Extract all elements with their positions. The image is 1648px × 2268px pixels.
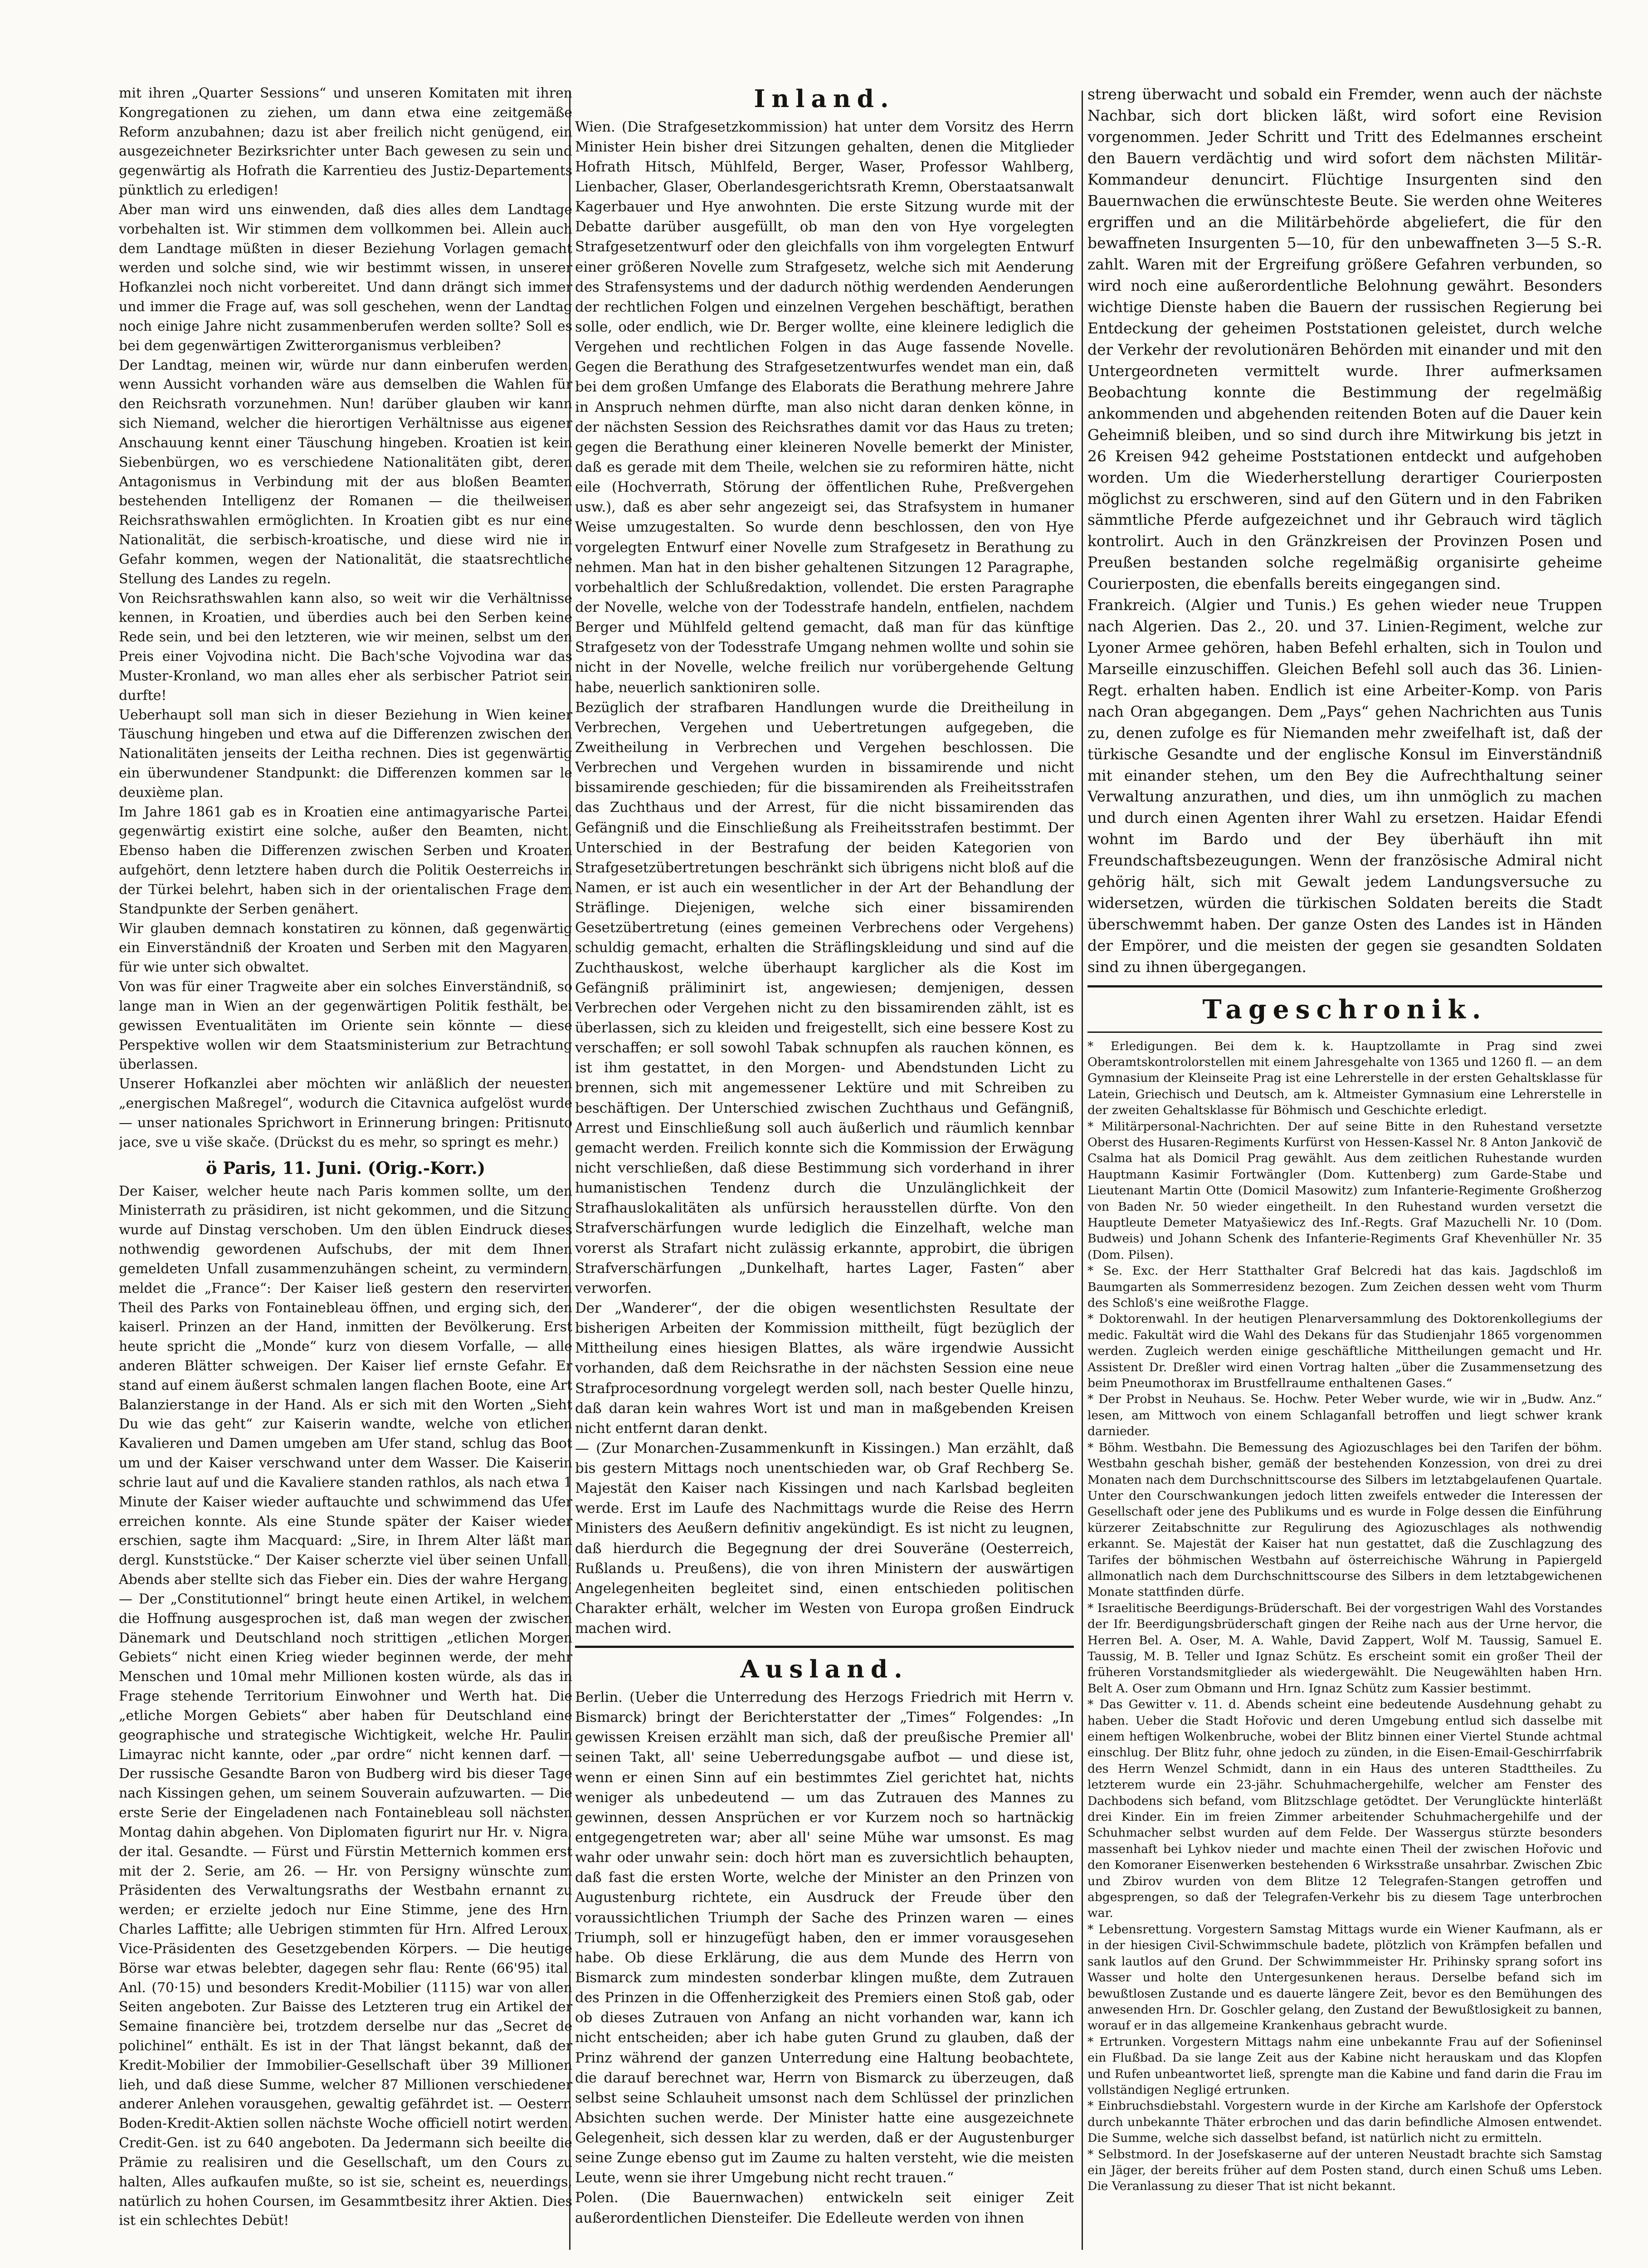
article-paragraph: streng überwacht und sobald ein Fremder, wenn auch der nächste Nachbar, sich dort blicken läßt, wird sofort eine Revision vorgenommen. Jeder Schritt und Tritt des Edelmannes erscheint den Bauern verdächtig und wird sofort dem nächsten Militär-Kommandeur denuncirt. Flüchtige Insurgenten sind den Bauernwachen die erwünschteste Beute. Sie werden ohne Weiteres ergriffen und an die Militärbehörde abgeliefert, die für den bewaffneten Insurgenten 5—10, für den unbewaffneten 3—5 S.-R. zahlt. Waren mit der Ergreifung größere Gefahren verbunden, so wird noch eine außerordentliche Belohnung gewährt. Besonders wichtige Dienste haben die Bauern der russischen Regierung bei Entdeckung der geheimen Poststationen geleistet, durch welche der Verkehr der revolutionären Behörden mit einander und mit den Untergeordneten vermittelt wurde. Ihrer aufmerksamen Beobachtung konnte die Bestimmung der regelmäßig ankommenden und abgehenden reitenden Boten auf die Dauer kein Geheimniß bleiben, und so sind durch ihre Mitwirkung bis jetzt in 26 Kreisen 942 geheime Poststationen entdeckt und aufgehoben worden. Um die Wiederherstellung derartiger Courierposten möglichst zu erschweren, sind auf den Gütern und in den Fabriken sämmtliche Pferde aufgezeichnet und ihr Gebrauch wird täglich kontrolirt. Auch in den Gränzkreisen der Provinzen Posen und Preußen bestanden solche regelmäßig organisirte geheime Courierposten, die ebenfalls bereits eingegangen sind.: [1087, 86, 1602, 593]
article-paragraph: Berlin. (Ueber die Unterredung des Herzogs Friedrich mit Herrn v. Bismarck) bringt der Berichterstatter der „Times“ Folgendes: „In gewissen Kreisen erzählt man sich, daß der preußische Premier all' seinen Takt, all' seine Ueberredungsgabe aufbot — und diese ist, wenn er einen Sinn auf ein bestimmtes Ziel gerichtet hat, nichts weniger als unbedeutend — um das Zutrauen des Mannes zu gewinnen, dessen Ansprüchen er vor Kurzem noch so hartnäckig entgegengetreten war; aber all' seine Mühe war umsonst. Es mag wahr oder unwahr sein: doch hört man es zuversichtlich behaupten, daß fast die ersten Worte, welche der Minister an den Prinzen von Augustenburg richtete, ein Ausdruck der Freude über den voraussichtlichen Triumph der Sache des Prinzen waren — eines Triumph, soll er hinzugefügt haben, den er immer vorausgesehen habe. Ob diese Erklärung, die aus dem Munde des Herrn von Bismarck zum mindesten sonderbar klingen mußte, dem Zutrauen des Prinzen in die Offenherzigkeit des Premiers einen Stoß gab, oder ob dieses Zutrauen von Anfang an nicht vorhanden war, kann ich nicht entscheiden; aber ich habe guten Grund zu glauben, daß der Prinz während der ganzen Unterredung eine Haltung beobachtete, die darauf berechnet war, Herrn von Bismarck zu überzeugen, daß selbst seine Schlauheit umsonst nach dem Schlüssel der prinzlichen Absichten suchen werde. Der Minister hatte eine ausgezeichnete Gelegenheit, sich dessen klar zu werden, daß er der Augustenburger seine Zunge ebenso gut im Zaume zu halten versteht, wie die meisten Leute, wenn sie ihrer Umgebung nicht recht trauen.“: [575, 1689, 1074, 2186]
news-item: * Lebensrettung. Vorgestern Samstag Mittags wurde ein Wiener Kaufmann, als er in der hiesigen Civil-Schwimmschule badete, plötzlich von Krämpfen befallen und sank lautlos auf den Grund. Der Schwimmmeister Hr. Prihinsky sprang sofort ins Wasser und holte den Untergesunkenen heraus. Derselbe befand sich im bewußtlosen Zustande und es dauerte längere Zeit, bevor es den Bemühungen des anwesenden Hrn. Dr. Goschler gelang, den Zustand der Bewußtlosigkeit zu bannen, worauf er in das allgemeine Krankenhaus gebracht wurde.: [1087, 1922, 1602, 2033]
news-item: * Der Probst in Neuhaus. Se. Hochw. Peter Weber wurde, wie wir in „Budw. Anz.“ lesen, am Mittwoch von einem Schlaganfall betroffen und liegt schwer krank darnieder.: [1087, 1392, 1602, 1439]
middle-column: [575, 84, 1074, 2257]
paris-dateline: ö Paris, 11. Juni. (Orig.-Korr.): [205, 1158, 486, 1178]
article-paragraph: Unserer Hofkanzlei aber möchten wir anläßlich der neuesten „energischen Maßregel“, wodurch die Citavnica aufgelöst wurde — unser nationales Sprichwort in Erinnerung bringen: Pritisnuto jace, sve u više skače. (Drückst du es mehr, so springt es mehr.): [119, 1076, 572, 1150]
article-paragraph: Frankreich. (Algier und Tunis.) Es gehen wieder neue Truppen nach Algerien. Das 2., 20. und 37. Linien-Regiment, welche zur Lyoner Armee gehören, haben Befehl erhalten, sich in Toulon und Marseille einzuschiffen. Gleichen Befehl soll auch das 36. Linien-Regt. erhalten haben. Endlich ist eine Arbeiter-Komp. von Paris nach Oran abgegangen. Dem „Pays“ gehen Nachrichten aus Tunis zu, denen zufolge es für Niemanden mehr zweifelhaft ist, daß der türkische Gesandte und der englische Konsul im Einverständniß mit einander stehen, um den Bey die Aufrechthaltung seiner Verwaltung anzurathen, und dies, um ihn unmöglich zu machen und durch einen Agenten ihrer Wahl zu ersetzen. Haidar Efendi wohnt im Bardo und der Bey überhäuft ihn mit Freundschaftsbezeugungen. Wenn der französische Admiral nicht gehörig hält, sich mit Gewalt jedem Landungsversuche zu widersetzen, würden die türkischen Soldaten bereits die Stadt überschwemmt haben. Der ganze Osten des Landes ist in Händen der Empörer, und die meisten der gegen sie gesandten Soldaten sind zu ihnen übergegangen.: [1087, 596, 1602, 976]
news-item: * Erledigungen. Bei dem k. k. Hauptzollamte in Prag sind zwei Oberamtskontrolorstellen mit einem Jahresgehalte von 1365 und 1260 fl. — an dem Gymnasium der Kleinseite Prag ist eine Lehrerstelle in der ersten Gehaltsklasse für Latein, Griechisch und Deutsch, am k. Altmeister Gymnasium eine Lehrerstelle in der zweiten Gehaltsklasse für Böhmisch und Geschichte erledigt.: [1087, 1039, 1602, 1118]
article-paragraph: Im Jahre 1861 gab es in Kroatien eine antimagyarische Partei, gegenwärtig existirt eine solche, außer den Beamten, nicht. Ebenso haben die Differenzen zwischen Serben und Kroaten aufgehört, denn letztere haben durch die Politik Oesterreichs in der Türkei belehrt, haben sich in der orientalischen Frage dem Standpunkte der Serben genähert.: [119, 804, 572, 917]
article-paragraph: Der „Wanderer“, der die obigen wesentlichsten Resultate der bisherigen Arbeiten der Kommission mittheilt, fügt bezüglich der Mittheilung eines hiesigen Blattes, als wäre irgendwie Aussicht vorhanden, daß dem Reichsrathe in der nächsten Session eine neue Strafprocesordnung vorgelegt werden soll, nach bester Quelle hinzu, daß daran kein wahres Wort ist und man in maßgebenden Kreisen nicht entfernt daran denkt.: [575, 1300, 1074, 1437]
article-paragraph: — (Zur Monarchen-Zusammenkunft in Kissingen.) Man erzählt, daß bis gestern Mittags noch unentschieden war, ob Graf Rechberg Se. Majestät den Kaiser nach Kissingen und nach Karlsbad begleiten werde. Erst im Laufe des Nachmittags wurde die Reise des Herrn Ministers des Aeußern definitiv angekündigt. Es ist nicht zu leugnen, daß hierdurch die Begegnung der drei Souveräne (Oesterreich, Rußlands u. Preußens), die von ihren Ministern der auswärtigen Angelegenheiten begleitet sind, einen entschieden politischen Charakter erhält, welcher im Westen von Europa großen Eindruck machen wird.: [575, 1440, 1074, 1637]
right-column: [1087, 84, 1602, 2257]
article-paragraph: Wir glauben demnach konstatiren zu können, daß gegenwärtig ein Einverständniß der Kroaten und Serben mit den Magyaren, für wie unter sich obwaltet.: [119, 920, 572, 976]
news-item: * Böhm. Westbahn. Die Bemessung des Agiozuschlages bei den Tarifen der böhm. Westbahn geschah bisher, gemäß der bestehenden Konzession, von drei zu drei Monaten nach dem Durchschnittscourse des Silbers im letztabgelaufenen Quartale. Unter den Courschwankungen jedoch litten zweifels entweder die Interessen der Gesellschaft oder jene des Publikums und es wurde in Folge dessen die Einführung kürzerer Zeitabschnitte zur Regulirung des Agiozuschlages als nothwendig erkannt. Se. Majestät der Kaiser hat nun gestattet, daß die Zuschlagzung des Tarifes der böhmischen Westbahn auf österreichische Währung in Papiergeld allmonatlich nach dem Durchschnittscourse des Silbers in dem letztabgewichenen Monate stattfinden dürfe.: [1087, 1440, 1602, 1599]
article-paragraph: Der Kaiser, welcher heute nach Paris kommen sollte, um den Ministerrath zu präsidiren, ist nicht gekommen, und die Sitzung wurde auf Dinstag verschoben. Um den üblen Eindruck dieses nothwendig gewordenen Aufschubs, der mit dem Ihnen gemeldeten Unfall zusammenzuhängen scheint, zu vermindern, meldet die „France“: Der Kaiser ließ gestern den reservirten Theil des Parks von Fontainebleau öffnen, und erging sich, den kaiserl. Prinzen an der Hand, inmitten der Bevölkerung. Erst heute spricht die „Monde“ kurz von diesem Vorfalle, — alle anderen Blätter schweigen. Der Kaiser lief ernste Gefahr. Er stand auf einem äußerst schmalen langen flachen Boote, eine Art Balanzierstange in der Hand. Als er sich mit den Worten „Sieht Du wie das geht“ zur Kaiserin wandte, welche von etlichen Kavalieren und Damen umgeben am Ufer stand, schlug das Boot um und der Kaiser verschwand unter dem Wasser. Die Kaiserin schrie laut auf und die Kavaliere standen rathlos, als nach etwa 1 Minute der Kaiser wieder auftauchte und schwimmend das Ufer erreichen konnte. Als eine Stunde später der Kaiser wieder erschien, sagte ihm Macquard: „Sire, in Ihrem Alter läßt man dergl. Kunststücke.“ Der Kaiser scherzte viel über seinen Unfall; Abends aber stellte sich das Fieber ein. Dies der wahre Hergang. — Der „Constitutionnel“ bringt heute einen Artikel, in welchem die Hoffnung ausgesprochen ist, daß man wegen der zwischen Dänemark und Deutschland noch strittigen „etlichen Morgen Gebiets“ nicht einen Krieg wieder beginnen werde, der mehr Menschen und 10mal mehr Millionen kosten würde, als das in Frage stehende Territorium Einwohner und Werth hat. Die „etliche Morgen Gebiets“ aber haben für Deutschland eine geographische und strategische Wichtigkeit, welche Hr. Paulin Limayrac nicht kannte, oder „par ordre“ nicht kennen darf. — Der russische Gesandte Baron von Budberg wird bis dieser Tage nach Kissingen gehen, um seinem Souverain aufzuwarten. — Die erste Serie der Eingeladenen nach Fontainebleau soll nächsten Montag dahin abgehen. Von Diplomaten figurirt nur Hr. v. Nigra, der ital. Gesandte. — Fürst und Fürstin Metternich kommen erst mit der 2. Serie, am 26. — Hr. von Persigny wünschte zum Präsidenten des Verwaltungsraths der Westbahn ernannt zu werden; er erzielte jedoch nur Eine Stimme, jene des Hrn. Charles Laffitte; alle Uebrigen stimmten für Hrn. Alfred Leroux, Vice-Präsidenten des Gesetzgebenden Körpers. — Die heutige Börse war etwas belebter, dagegen sehr flau: Rente (66'95) ital. Anl. (70·15) und besonders Kredit-Mobilier (1115) war von allen Seiten angeboten. Zur Baisse des Letzteren trug ein Artikel der Semaine financière bei, trotzdem derselbe nur das „Secret de polichinel“ enthält. Es ist in der That längst bekannt, daß der Kredit-Mobilier der Immobilier-Gesellschaft über 39 Millionen lieh, und daß diese Summe, welcher 87 Millionen verschiedener anderer Anlehen vorausgehen, gewaltig gefährdet ist. — Oesterr. Boden-Kredit-Aktien sollen nächste Woche officiell notirt werden. Credit-Gen. ist zu 640 angeboten. Da Jedermann sich beeilte die Prämie zu realisiren und die Gesellschaft, um den Cours zu halten, Alles aufkaufen mußte, so ist sie, scheint es, neuerdings, natürlich zu hohen Coursen, im Gesammtbesitz ihrer Aktien. Dies ist ein schlechtes Debüt!: [119, 1183, 572, 2229]
news-item: * Doktorenwahl. In der heutigen Plenarversammlung des Doktorenkollegiums der medic. Fakultät wird die Wahl des Dekans für das Studienjahr 1865 vorgenommen werden. Zugleich werden einige geschäftliche Mittheilungen gemacht und Hr. Assistent Dr. Dreßler wird einen Vortrag halten „über die Zusammensetzung des beim Pneumothorax im Brustfellraume enthaltenen Gases.“: [1087, 1312, 1602, 1391]
news-item: * Militärpersonal-Nachrichten. Der auf seine Bitte in den Ruhestand versetzte Oberst des Husaren-Regiments Kurfürst von Hessen-Kassel Nr. 8 Anton Jankovič de Csalma hat als Domicil Prag gewählt. Aus dem zeitlichen Ruhestande wurden Hauptmann Kasimir Fortwängler (Dom. Kuttenberg) zum Garde-Stabe und Lieutenant Martin Otte (Domicil Masowitz) zum Infanterie-Regimente Großherzog von Baden Nr. 50 wieder eingetheilt. In den Ruhestand wurden versetzt die Hauptleute Demeter Matyašiewicz des Inf.-Regts. Graf Mazuchelli Nr. 10 (Dom. Budweis) und Johann Schenk des Infanterie-Regiments Graf Khevenhüller Nr. 35 (Dom. Pilsen).: [1087, 1119, 1602, 1262]
section-rule: [575, 1646, 1074, 1648]
article-paragraph: Bezüglich der strafbaren Handlungen wurde die Dreitheilung in Verbrechen, Vergehen und Uebertretungen aufgegeben, die Zweitheilung in Verbrechen und Vergehen beschlossen. Die Verbrechen und Vergehen wurden in bissamirende und nicht bissamirende geschieden; für die bissamirenden als Freiheitsstrafen das Zuchthaus und der Arrest, für die nicht bissamirenden das Gefängniß und die Einschließung als Freiheitsstrafen bestimmt. Der Unterschied in der Bestrafung der beiden Kategorien von Strafgesetzübertretungen beschränkt sich übrigens nicht bloß auf die Namen, er ist auch ein wesentlicher in der Art der Behandlung der Sträflinge. Diejenigen, welche sich einer bissamirenden Gesetzübertretung (eines gemeinen Verbrechens oder Vergehens) schuldig gemacht, erhalten die Sträflingskleidung und sind auf die Zuchthauskost, welche überhaupt karglicher als die Kost im Gefängniß präliminirt ist, angewiesen; demjenigen, dessen Verbrechen oder Vergehen nicht zu den bissamirenden zählt, ist es überlassen, sich zu kleiden und freigestellt, sich eine bessere Kost zu verschaffen; er soll sowohl Tabak schnupfen als rauchen können, es ist ihm gestattet, in den Morgen- und Abendstunden Licht zu brennen, sich mit angemessener Lektüre und mit Schreiben zu beschäftigen. Der Unterschied zwischen Zuchthaus und Gefängniß, Arrest und Einschließung soll auch äußerlich und räumlich kennbar gemacht werden. Freilich konnte sich die Kommission der Erwägung nicht verschließen, daß diese Bestimmung sich vorderhand in ihrer humanistischen Tendenz durch die Unzulänglichkeit der Strafhauslokalitäten als unfürsich herausstellen dürfte. Von den Strafverschärfungen wurde lediglich die Einzelhaft, welche man vorerst als Strafart nicht zulässig erkannte, approbirt, die übrigen Strafverschärfungen „Dunkelhaft, hartes Lager, Fasten“ aber verworfen.: [575, 699, 1074, 1296]
article-paragraph: Von Reichsrathswahlen kann also, so weit wir die Verhältnisse kennen, in Kroatien, und überdies auch bei den Serben keine Rede sein, und bei den letzteren, wie wir meinen, selbst um den Preis einer Vojvodina nicht. Die Bach'sche Vojvodina war das Muster-Kronland, wo man alles eher als serbischer Patriot sein durfte!: [119, 590, 572, 704]
news-item: * Israelitische Beerdigungs-Brüderschaft. Bei der vorgestrigen Wahl des Vorstandes der Ifr. Beerdigungsbrüderschaft gingen der Reihe nach aus der Urne hervor, die Herren Bel. A. Oser, M. A. Wahle, David Zappert, Wolf M. Taussig, Samuel E. Taussig, M. B. Teller und Ignaz Schütz. Es erscheint somit ein großer Theil der früheren Vorstandsmitglieder als wiedergewählt. Die Neugewählten haben Hrn. Belt A. Oser zum Obmann und Hrn. Ignaz Schütz zum Kassier bestimmt.: [1087, 1601, 1602, 1696]
section-heading-ausland: Ausland.: [740, 1655, 909, 1684]
section-heading-tageschronik: Tageschronik.: [1202, 994, 1487, 1025]
article-paragraph: Von was für einer Tragweite aber ein solches Einverständniß, so lange man in Wien an der gegenwärtigen Politik festhält, bei gewissen Eventualitäten im Oriente sein könnte — diese Perspektive wollen wir dem Staatsministerium zur Betrachtung überlassen.: [119, 979, 572, 1073]
article-paragraph: Wien. (Die Strafgesetzkommission) hat unter dem Vorsitz des Herrn Minister Hein bisher drei Sitzungen gehalten, denen die Mitglieder Hofrath Hitsch, Mühlfeld, Berger, Waser, Professor Wahlberg, Lienbacher, Glaser, Oberlandesgerichtsrath Kremn, Oberstaatsanwalt Kagerbauer und Hye anwohnten. Die erste Sitzung wurde mit der Debatte darüber ausgefüllt, ob man den von Hye vorgelegten Strafgesetzentwurf oder den gleichfalls von ihm vorgelegten Entwurf einer größeren Novelle zum Strafgesetz, welche sich mit Aenderung des Strafensystems und der dadurch nöthig werdenden Aenderungen der rechtlichen Folgen und einzelnen Vergehen beschäftigt, berathen solle, oder endlich, wie Dr. Berger wollte, eine kleinere lediglich die Vergehen und rechtlichen Folgen in das Auge fassende Novelle. Gegen die Berathung des Strafgesetzentwurfes wendet man ein, daß bei dem großen Umfange des Elaborats die Berathung mehrere Jahre in Anspruch nehmen dürfte, man also nicht daran denken könne, in der nächsten Session des Reichsrathes damit vor das Haus zu treten; gegen die Berathung einer kleineren Novelle bemerkt der Minister, daß es gerade mit dem Theile, welchen sie zu reformiren hätte, nicht eile (Hochverrath, Störung der öffentlichen Ruhe, Preßvergehen usw.), daß es aber sehr angezeigt sei, das Strafsystem in humaner Weise umzugestalten. So wurde denn beschlossen, den von Hye vorgelegten Entwurf einer Novelle zum Strafgesetz in Berathung zu nehmen. Man hat in den bisher gehaltenen Sitzungen 12 Paragraphe, vorbehaltlich der Schlußredaktion, vollendet. Die ersten Paragraphe der Novelle, welche von der Todesstrafe handeln, entfielen, nachdem Berger und Mühlfeld geltend gemacht, daß man für das künftige Strafgesetz von der Todesstrafe Umgang nehmen wollte und sohin sie nicht in der Novelle, welche freilich nur vorübergehende Geltung habe, neuerlich sanktioniren solle.: [575, 118, 1074, 696]
section-rule: [1087, 1031, 1602, 1033]
article-paragraph: Polen. (Die Bauernwachen) entwickeln seit einiger Zeit außerordentlichen Diensteifer. Die Edelleute werden von ihnen: [575, 2190, 1074, 2226]
article-paragraph: Ueberhaupt soll man sich in dieser Beziehung in Wien keiner Täuschung hingeben und etwa auf die Differenzen zwischen den Nationalitäten jenseits der Leitha rechnen. Dies ist gegenwärtig ein überwundener Standpunkt: die Differenzen kommen sar le deuxième plan.: [119, 707, 572, 801]
news-item: * Se. Exc. der Herr Statthalter Graf Belcredi hat das kais. Jagdschloß im Baumgarten als Sommerresidenz bezogen. Zum Zeichen dessen weht vom Thurm des Schloß's eine weißrothe Flagge.: [1087, 1264, 1602, 1310]
article-paragraph: Aber man wird uns einwenden, daß dies alles dem Landtage vorbehalten ist. Wir stimmen dem vollkommen bei. Allein auch dem Landtage müßten in dieser Beziehung Vorlagen gemacht werden und solche sind, wie wir bestimmt wissen, in unserer Hofkanzlei noch nicht vorbereitet. Und dann drängt sich immer und immer die Frage auf, was soll geschehen, wenn der Landtag noch einige Jahre nicht zusammenberufen werden sollte? Soll es bei dem gegenwärtigen Zwitterorganismus verbleiben?: [119, 201, 572, 354]
article-paragraph: mit ihren „Quarter Sessions“ und unseren Komitaten mit ihren Kongregationen zu ziehen, um dann etwa eine zeitgemäße Reform anzubahnen; dazu ist aber freilich nicht genügend, ein ausgezeichneter Bezirksrichter unter Bach gewesen zu sein und gegenwärtig als Hofrath die Karrentieu des Justiz-Departements pünktlich zu erledigen!: [119, 85, 572, 199]
news-item: * Ertrunken. Vorgestern Mittags nahm eine unbekannte Frau auf der Sofieninsel ein Flußbad. Da sie lange Zeit aus der Kabine nicht herauskam und das Klopfen und Rufen unbeantwortet ließ, sprengte man die Kabine und fand darin die Frau im vollständigen Negligé ertrunken.: [1087, 2034, 1602, 2097]
news-item: * Das Gewitter v. 11. d. Abends scheint eine bedeutende Ausdehnung gehabt zu haben. Ueber die Stadt Hořovic und deren Umgebung entlud sich dasselbe mit einem heftigen Wolkenbruche, wobei der Blitz binnen einer Viertel Stunde achtmal einschlug. Der Blitz fuhr, ohne jedoch zu zünden, in die Eisen-Email-Geschirrfabrik des Herrn Wenzel Schmidt, dann in ein Haus des unteren Stadttheiles. Zu letzterem wurde ein 23-jähr. Schuhmachergehilfe, welcher am Fenster des Dachbodens sich befand, vom Blitzschlage getödtet. Der Verunglückte hinterläßt drei Kinder. Ein im freien Zimmer arbeitender Schuhmachergehilfe und der Schuhmacher selbst wurden auf dem Felde. Der Wassergus stürzte besonders massenhaft bei Lyhkov nieder und machte einen Theil der zwischen Hořovic und den Komoraner Eisenwerken bestehenden 6 Wirksstraße unsahrbar. Zwischen Zbic und Zbirov wurden von dem Blitze 12 Telegrafen-Stangen getroffen und abgesprengen, so daß der Telegrafen-Verkehr bis zu diesem Tage unterbrochen war.: [1087, 1697, 1602, 1921]
news-item: * Selbstmord. In der Josefskaserne auf der unteren Neustadt brachte sich Samstag ein Jäger, der bereits früher auf dem Posten stand, durch einen Schuß ums Leben. Die Veranlassung zu dieser That ist nicht bekannt.: [1087, 2147, 1602, 2194]
section-rule: [1087, 985, 1602, 987]
article-paragraph: Der Landtag, meinen wir, würde nur dann einberufen werden, wenn Aussicht vorhanden wäre aus demselben die Wahlen für den Reichsrath vorzunehmen. Nun! darüber glauben wir kann sich Niemand, welcher die hierortigen Verhältnisse aus eigener Anschauung kennt einer Täuschung hingeben. Kroatien ist kein Siebenbürgen, wo es verschiedene Nationalitäten gibt, deren Antagonismus in Verbindung mit der aus bloßen Beamten bestehenden Intelligenz der Romanen — die theilweisen Reichsrathswahlen ermöglichten. In Kroatien gibt es nur eine Nationalität, die serbisch-kroatische, und diese wird nie in Gefahr kommen, wegen der Nationalität, die staatsrechtliche Stellung des Landes zu regeln.: [119, 357, 572, 587]
left-column: [119, 84, 572, 2257]
section-heading-inland: Inland.: [754, 84, 895, 113]
column-divider: [1082, 91, 1083, 2250]
news-item: * Einbruchsdiebstahl. Vorgestern wurde in der Kirche am Karlshofe der Opferstock durch unbekannte Thäter erbrochen und das darin befindliche Almosen entwendet. Die Summe, welche sich dasselbst befand, ist natürlich nicht zu ermitteln.: [1087, 2099, 1602, 2146]
